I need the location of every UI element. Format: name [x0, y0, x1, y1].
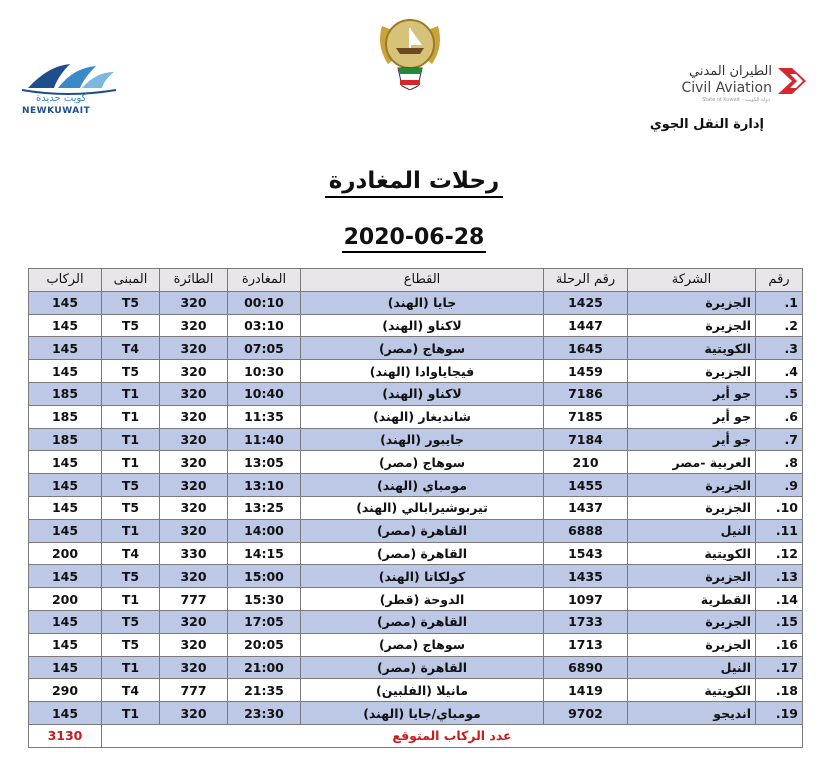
terminal-cell: T5 — [102, 291, 160, 314]
aircraft-cell: 320 — [160, 565, 228, 588]
passengers-cell: 145 — [29, 291, 102, 314]
terminal-cell: T4 — [102, 337, 160, 360]
row-number: 13. — [756, 565, 803, 588]
terminal-cell: T1 — [102, 428, 160, 451]
table-row — [29, 702, 803, 725]
report-date: 2020-06-28 — [0, 225, 828, 250]
aircraft-cell: 320 — [160, 314, 228, 337]
terminal-cell: T5 — [102, 610, 160, 633]
airline-cell: الجزيرة — [628, 610, 756, 633]
departure-time-cell: 15:00 — [228, 565, 301, 588]
passengers-cell: 185 — [29, 405, 102, 428]
airline-cell: الجزيرة — [628, 474, 756, 497]
column-header: الشركة — [628, 269, 756, 292]
new-kuwait-logo — [18, 58, 120, 120]
airline-cell: جو أير — [628, 382, 756, 405]
table-row — [29, 474, 803, 497]
passengers-cell: 145 — [29, 610, 102, 633]
departure-time-cell: 23:30 — [228, 702, 301, 725]
flight-number-cell: 1419 — [544, 679, 628, 702]
aircraft-cell: 320 — [160, 382, 228, 405]
terminal-cell: T5 — [102, 314, 160, 337]
table-row — [29, 588, 803, 611]
flight-number-cell: 1713 — [544, 633, 628, 656]
row-number: 14. — [756, 588, 803, 611]
chevron-right-icon — [776, 66, 812, 96]
aircraft-cell: 320 — [160, 702, 228, 725]
flight-number-cell: 7184 — [544, 428, 628, 451]
terminal-cell: T1 — [102, 519, 160, 542]
departure-time-cell: 11:35 — [228, 405, 301, 428]
departure-time-cell: 17:05 — [228, 610, 301, 633]
passengers-cell: 185 — [29, 428, 102, 451]
terminal-cell: T1 — [102, 656, 160, 679]
terminal-cell: T1 — [102, 702, 160, 725]
sector-cell: سوهاج (مصر) — [301, 633, 544, 656]
table-row — [29, 519, 803, 542]
terminal-cell: T4 — [102, 542, 160, 565]
civil-aviation-logo — [664, 60, 814, 103]
table-row — [29, 382, 803, 405]
civil-aviation-english: Civil Aviation — [681, 80, 772, 96]
aircraft-cell: 320 — [160, 291, 228, 314]
passengers-cell: 145 — [29, 314, 102, 337]
passengers-cell: 145 — [29, 633, 102, 656]
expected-passengers-label: عدد الركاب المتوقع — [102, 724, 803, 747]
terminal-cell: T1 — [102, 405, 160, 428]
passengers-cell: 145 — [29, 474, 102, 497]
departure-time-cell: 13:10 — [228, 474, 301, 497]
table-row — [29, 314, 803, 337]
row-number: 9. — [756, 474, 803, 497]
row-number: 4. — [756, 360, 803, 383]
flight-number-cell: 210 — [544, 451, 628, 474]
table-row — [29, 360, 803, 383]
table-row — [29, 496, 803, 519]
airline-cell: جو أير — [628, 428, 756, 451]
table-row — [29, 633, 803, 656]
sector-cell: لاكناو (الهند) — [301, 314, 544, 337]
table-row — [29, 337, 803, 360]
aircraft-cell: 330 — [160, 542, 228, 565]
column-header: الركاب — [29, 269, 102, 292]
aircraft-cell: 320 — [160, 337, 228, 360]
passengers-cell: 145 — [29, 337, 102, 360]
departure-time-cell: 15:30 — [228, 588, 301, 611]
column-header: رقم الرحلة — [544, 269, 628, 292]
column-header: الطائرة — [160, 269, 228, 292]
flight-number-cell: 6888 — [544, 519, 628, 542]
expected-passengers-total: 3130 — [29, 724, 102, 747]
departures-table — [28, 268, 803, 748]
sector-cell: القاهرة (مصر) — [301, 519, 544, 542]
airline-cell: النيل — [628, 656, 756, 679]
table-row — [29, 291, 803, 314]
row-number: 10. — [756, 496, 803, 519]
page-title: رحلات المغادرة — [0, 168, 828, 194]
row-number: 16. — [756, 633, 803, 656]
departure-time-cell: 14:15 — [228, 542, 301, 565]
row-number: 2. — [756, 314, 803, 337]
airline-cell: النيل — [628, 519, 756, 542]
airline-cell: الكويتية — [628, 337, 756, 360]
aircraft-cell: 320 — [160, 474, 228, 497]
department-name: إدارة النقل الجوي — [649, 117, 764, 132]
column-header: رقم — [756, 269, 803, 292]
sector-cell: القاهرة (مصر) — [301, 656, 544, 679]
table-row — [29, 451, 803, 474]
airline-cell: الجزيرة — [628, 496, 756, 519]
sector-cell: مانيلا (الفلبين) — [301, 679, 544, 702]
flight-number-cell: 1425 — [544, 291, 628, 314]
sector-cell: سوهاج (مصر) — [301, 337, 544, 360]
airline-cell: العربية -مصر — [628, 451, 756, 474]
airline-cell: الجزيرة — [628, 291, 756, 314]
table-row — [29, 428, 803, 451]
airline-cell: جو أير — [628, 405, 756, 428]
airline-cell: الكويتية — [628, 542, 756, 565]
passengers-cell: 145 — [29, 360, 102, 383]
column-header: القطاع — [301, 269, 544, 292]
row-number: 17. — [756, 656, 803, 679]
flight-number-cell: 1435 — [544, 565, 628, 588]
flight-number-cell: 7186 — [544, 382, 628, 405]
row-number: 7. — [756, 428, 803, 451]
passengers-cell: 145 — [29, 702, 102, 725]
flight-number-cell: 1097 — [544, 588, 628, 611]
total-row — [29, 724, 803, 747]
sector-cell: تيربوشيرابالي (الهند) — [301, 496, 544, 519]
departure-time-cell: 10:40 — [228, 382, 301, 405]
aircraft-cell: 320 — [160, 496, 228, 519]
sector-cell: سوهاج (مصر) — [301, 451, 544, 474]
airline-cell: الجزيرة — [628, 633, 756, 656]
terminal-cell: T5 — [102, 474, 160, 497]
airline-cell: الكويتية — [628, 679, 756, 702]
table-row — [29, 542, 803, 565]
passengers-cell: 145 — [29, 496, 102, 519]
departure-time-cell: 13:25 — [228, 496, 301, 519]
sector-cell: مومباي (الهند) — [301, 474, 544, 497]
departure-time-cell: 11:40 — [228, 428, 301, 451]
aircraft-cell: 320 — [160, 519, 228, 542]
flight-number-cell: 1733 — [544, 610, 628, 633]
terminal-cell: T5 — [102, 360, 160, 383]
departure-time-cell: 00:10 — [228, 291, 301, 314]
sail-icon — [18, 58, 120, 98]
column-header: المبنى — [102, 269, 160, 292]
terminal-cell: T5 — [102, 633, 160, 656]
sector-cell: جايبور (الهند) — [301, 428, 544, 451]
logo-text: NEWKUWAIT — [22, 106, 91, 116]
flight-number-cell: 6890 — [544, 656, 628, 679]
row-number: 5. — [756, 382, 803, 405]
passengers-cell: 145 — [29, 656, 102, 679]
terminal-cell: T4 — [102, 679, 160, 702]
airline-cell: الجزيرة — [628, 314, 756, 337]
row-number: 8. — [756, 451, 803, 474]
table-row — [29, 656, 803, 679]
airline-cell: الجزيرة — [628, 360, 756, 383]
row-number: 19. — [756, 702, 803, 725]
flight-number-cell: 9702 — [544, 702, 628, 725]
row-number: 18. — [756, 679, 803, 702]
aircraft-cell: 320 — [160, 360, 228, 383]
kuwait-emblem — [368, 6, 452, 90]
flight-number-cell: 1645 — [544, 337, 628, 360]
passengers-cell: 200 — [29, 588, 102, 611]
sector-cell: الدوحة (قطر) — [301, 588, 544, 611]
column-header: المغادرة — [228, 269, 301, 292]
airline-cell: الجزيرة — [628, 565, 756, 588]
logo-arabic-text: كويت جديدة — [36, 93, 87, 104]
flight-number-cell: 7185 — [544, 405, 628, 428]
aircraft-cell: 320 — [160, 610, 228, 633]
flight-number-cell: 1447 — [544, 314, 628, 337]
sector-cell: جايا (الهند) — [301, 291, 544, 314]
departure-time-cell: 21:35 — [228, 679, 301, 702]
table-row — [29, 610, 803, 633]
sector-cell: مومباي/جايا (الهند) — [301, 702, 544, 725]
flight-number-cell: 1543 — [544, 542, 628, 565]
table-row — [29, 565, 803, 588]
passengers-cell: 145 — [29, 565, 102, 588]
terminal-cell: T5 — [102, 496, 160, 519]
passengers-cell: 145 — [29, 451, 102, 474]
passengers-cell: 185 — [29, 382, 102, 405]
sector-cell: فيجاياوادا (الهند) — [301, 360, 544, 383]
passengers-cell: 145 — [29, 519, 102, 542]
sector-cell: لاكناو (الهند) — [301, 382, 544, 405]
sector-cell: شانديغار (الهند) — [301, 405, 544, 428]
row-number: 12. — [756, 542, 803, 565]
table-header-row — [29, 269, 803, 292]
departure-time-cell: 03:10 — [228, 314, 301, 337]
row-number: 3. — [756, 337, 803, 360]
aircraft-cell: 320 — [160, 428, 228, 451]
row-number: 1. — [756, 291, 803, 314]
airline-cell: القطرية — [628, 588, 756, 611]
aircraft-cell: 320 — [160, 405, 228, 428]
aircraft-cell: 320 — [160, 633, 228, 656]
row-number: 15. — [756, 610, 803, 633]
table-row — [29, 405, 803, 428]
aircraft-cell: 320 — [160, 451, 228, 474]
table-row — [29, 679, 803, 702]
sector-cell: القاهرة (مصر) — [301, 542, 544, 565]
terminal-cell: T1 — [102, 382, 160, 405]
row-number: 6. — [756, 405, 803, 428]
departure-time-cell: 13:05 — [228, 451, 301, 474]
flight-number-cell: 1437 — [544, 496, 628, 519]
departure-time-cell: 10:30 — [228, 360, 301, 383]
sector-cell: القاهرة (مصر) — [301, 610, 544, 633]
aircraft-cell: 777 — [160, 588, 228, 611]
civil-aviation-subtitle: State of Kuwait - دولة الكويت — [702, 97, 770, 103]
aircraft-cell: 777 — [160, 679, 228, 702]
departure-time-cell: 07:05 — [228, 337, 301, 360]
civil-aviation-arabic: الطيران المدني — [689, 64, 772, 79]
row-number: 11. — [756, 519, 803, 542]
passengers-cell: 290 — [29, 679, 102, 702]
terminal-cell: T5 — [102, 565, 160, 588]
departure-time-cell: 21:00 — [228, 656, 301, 679]
flight-number-cell: 1459 — [544, 360, 628, 383]
departure-time-cell: 20:05 — [228, 633, 301, 656]
terminal-cell: T1 — [102, 588, 160, 611]
airline-cell: انديجو — [628, 702, 756, 725]
departure-time-cell: 14:00 — [228, 519, 301, 542]
flight-number-cell: 1455 — [544, 474, 628, 497]
aircraft-cell: 320 — [160, 656, 228, 679]
passengers-cell: 200 — [29, 542, 102, 565]
sector-cell: كولكاتا (الهند) — [301, 565, 544, 588]
terminal-cell: T1 — [102, 451, 160, 474]
